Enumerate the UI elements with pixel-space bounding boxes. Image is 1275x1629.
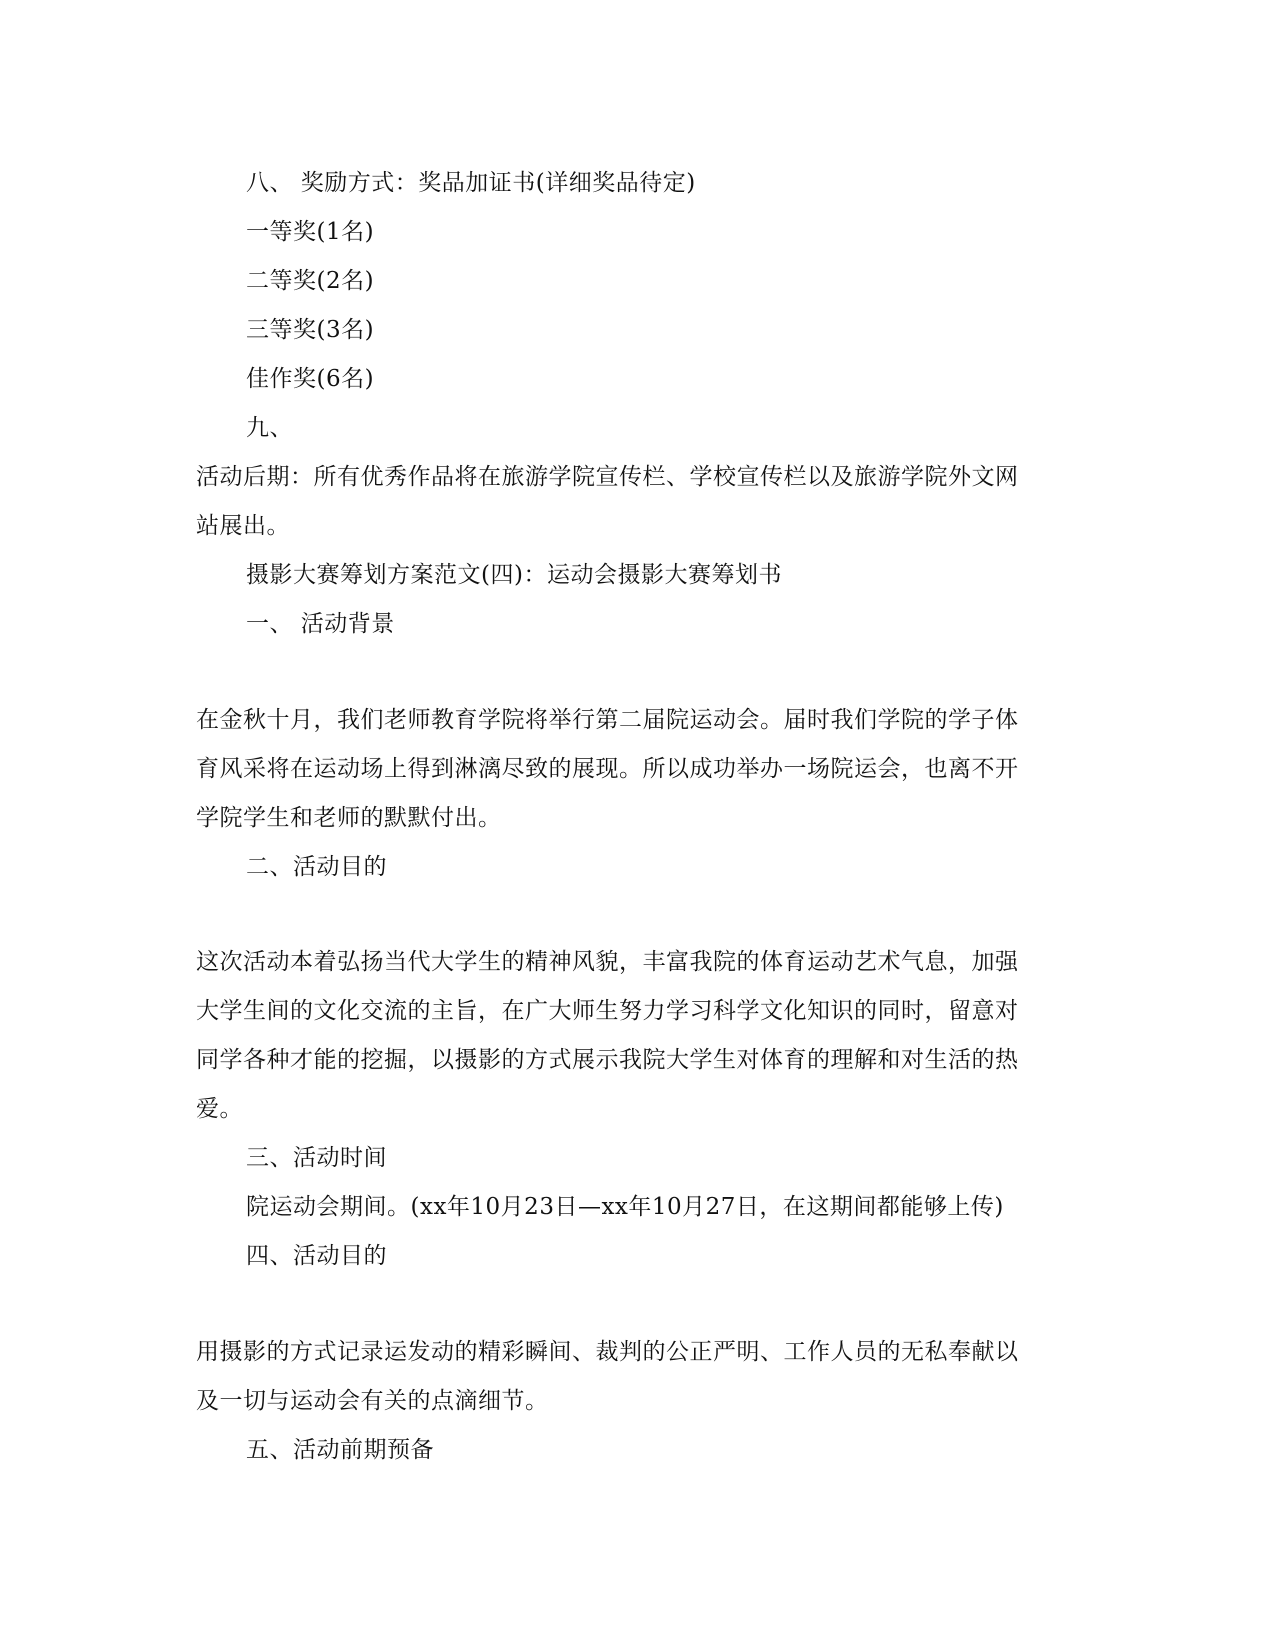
section-heading-preparation: 五、活动前期预备 xyxy=(246,1437,434,1463)
section-heading-purpose-four: 四、活动目的 xyxy=(246,1243,387,1269)
document-subtitle: 摄影大赛筹划方案范文(四)：运动会摄影大赛筹划书 xyxy=(246,562,782,588)
paragraph-line: 这次活动本着弘扬当代大学生的精神风貌，丰富我院的体育运动艺术气息，加强 xyxy=(196,949,1019,975)
section-heading-purpose: 二、活动目的 xyxy=(246,854,387,880)
section-heading-reward-method: 八、 奖励方式：奖品加证书(详细奖品待定) xyxy=(246,170,696,196)
paragraph-line: 及一切与运动会有关的点滴细节。 xyxy=(196,1388,549,1414)
paragraph-line: 大学生间的文化交流的主旨，在广大师生努力学习科学文化知识的同时，留意对 xyxy=(196,998,1019,1024)
paragraph-line: 站展出。 xyxy=(196,513,290,539)
section-heading-nine: 九、 xyxy=(246,415,293,441)
paragraph-line: 用摄影的方式记录运发动的精彩瞬间、裁判的公正严明、工作人员的无私奉献以 xyxy=(196,1339,1019,1365)
paragraph-line: 同学各种才能的挖掘，以摄影的方式展示我院大学生对体育的理解和对生活的热 xyxy=(196,1047,1019,1073)
paragraph-line: 在金秋十月，我们老师教育学院将举行第二届院运动会。届时我们学院的学子体 xyxy=(196,707,1019,733)
honorable-mention-line: 佳作奖(6名) xyxy=(246,366,375,392)
paragraph-line: 院运动会期间。(xx年10月23日—xx年10月27日，在这期间都能够上传) xyxy=(246,1194,1004,1220)
third-prize-line: 三等奖(3名) xyxy=(246,317,375,343)
paragraph-line: 活动后期：所有优秀作品将在旅游学院宣传栏、学校宣传栏以及旅游学院外文网 xyxy=(196,464,1019,490)
paragraph-line: 育风采将在运动场上得到淋漓尽致的展现。所以成功举办一场院运会，也离不开 xyxy=(196,756,1019,782)
paragraph-line: 学院学生和老师的默默付出。 xyxy=(196,805,502,831)
paragraph-line: 爱。 xyxy=(196,1096,243,1122)
first-prize-line: 一等奖(1名) xyxy=(246,219,375,245)
section-heading-time: 三、活动时间 xyxy=(246,1145,387,1171)
section-heading-background: 一、 活动背景 xyxy=(246,611,395,637)
second-prize-line: 二等奖(2名) xyxy=(246,268,375,294)
